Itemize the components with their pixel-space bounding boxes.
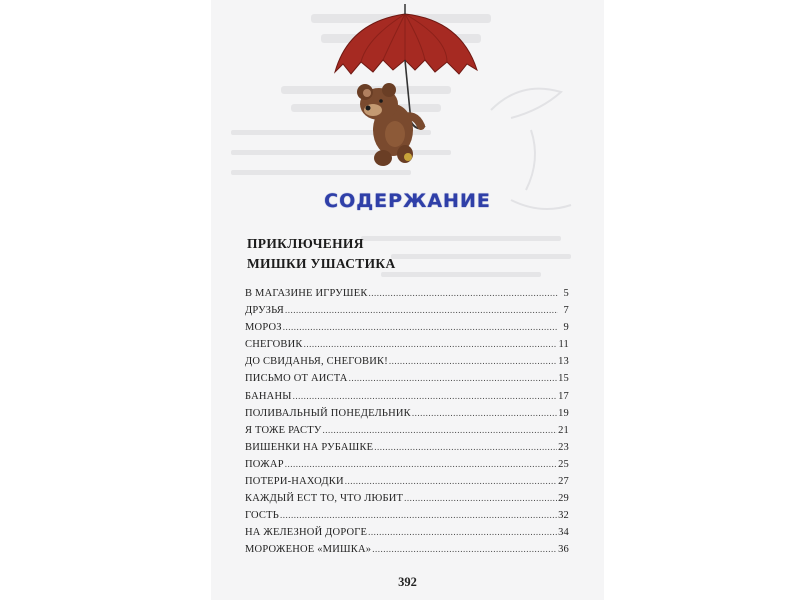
- toc-entry-title: БАНАНЫ: [245, 390, 292, 402]
- dot-leader: [285, 305, 558, 315]
- toc-entry[interactable]: [245, 288, 569, 305]
- toc-entry-page: 32: [558, 510, 569, 522]
- dot-leader: [322, 425, 557, 435]
- section-title-line-2: МИШКИ УШАСТИКА: [247, 256, 396, 271]
- contents-heading: СОДЕРЖАНИЕ: [324, 190, 491, 212]
- dot-leader: [389, 356, 557, 366]
- dot-leader: [293, 391, 558, 401]
- toc-entry-page: 5: [563, 288, 569, 299]
- toc-entry-page: 36: [558, 544, 569, 556]
- toc-entry[interactable]: [245, 459, 569, 476]
- toc-entry-page: 19: [558, 407, 569, 419]
- toc-entry-title: ПИСЬМО ОТ АИСТА: [245, 373, 348, 385]
- toc-entry[interactable]: [245, 476, 569, 493]
- toc-entry-title: МОРОЖЕНОЕ «МИШКА»: [245, 544, 372, 556]
- dot-leader: [345, 476, 557, 486]
- toc-entry-page: 7: [563, 305, 569, 317]
- page-number: 392: [398, 575, 417, 589]
- toc-entry-page: 15: [558, 373, 569, 385]
- toc-entry-page: 34: [558, 527, 569, 539]
- toc-entry-page: 13: [558, 356, 569, 368]
- dot-leader: [368, 527, 557, 537]
- toc-entry-page: 11: [558, 339, 569, 351]
- dot-leader: [349, 373, 558, 383]
- toc-entry[interactable]: [245, 442, 569, 459]
- toc-entry[interactable]: [245, 339, 569, 356]
- toc-entry-title: КАЖДЫЙ ЕСТ ТО, ЧТО ЛЮБИТ: [245, 493, 404, 505]
- toc-entry[interactable]: [245, 544, 569, 561]
- toc-entry-title: ПОЛИВАЛЬНЫЙ ПОНЕДЕЛЬНИК: [245, 407, 411, 419]
- toc-entry-title: Я ТОЖЕ РАСТУ: [245, 424, 322, 436]
- toc-entry[interactable]: [245, 322, 569, 339]
- dot-leader: [283, 322, 558, 332]
- dot-leader: [304, 339, 558, 349]
- toc-entry[interactable]: [245, 373, 569, 390]
- toc-entry-title: ВИШЕНКИ НА РУБАШКЕ: [245, 441, 374, 453]
- toc-entry-page: 9: [563, 322, 569, 334]
- book-page: [211, 0, 604, 600]
- toc-entry-title: ДО СВИДАНЬЯ, СНЕГОВИК!: [245, 356, 388, 368]
- dot-leader: [285, 459, 557, 469]
- toc-entry[interactable]: [245, 408, 569, 425]
- toc-entry-title: В МАГАЗИНЕ ИГРУШЕК: [245, 288, 368, 299]
- toc-entry[interactable]: [245, 527, 569, 544]
- dot-leader: [280, 510, 557, 520]
- bear-with-umbrella-icon: [331, 2, 481, 174]
- table-of-contents: [245, 288, 569, 562]
- toc-entry-page: 17: [558, 390, 569, 402]
- section-title: [247, 234, 396, 274]
- toc-entry[interactable]: [245, 391, 569, 408]
- dot-leader: [369, 288, 558, 298]
- toc-entry-page: 23: [558, 441, 569, 453]
- toc-entry-page: 29: [558, 493, 569, 505]
- toc-entry-title: МОРОЗ: [245, 322, 282, 334]
- dot-leader: [404, 493, 557, 503]
- section-title-line-1: ПРИКЛЮЧЕНИЯ: [247, 236, 364, 251]
- toc-entry-title: ПОЖАР: [245, 458, 284, 470]
- dot-leader: [412, 408, 557, 418]
- toc-entry-page: 25: [558, 458, 569, 470]
- toc-entry-title: СНЕГОВИК: [245, 339, 303, 351]
- toc-entry-title: ГОСТЬ: [245, 510, 279, 522]
- dot-leader: [374, 442, 557, 452]
- toc-entry-title: ДРУЗЬЯ: [245, 305, 284, 317]
- toc-entry[interactable]: [245, 356, 569, 373]
- toc-entry[interactable]: [245, 305, 569, 322]
- toc-entry-title: НА ЖЕЛЕЗНОЙ ДОРОГЕ: [245, 527, 368, 539]
- toc-entry-page: 27: [558, 476, 569, 488]
- dot-leader: [372, 544, 557, 554]
- toc-entry-page: 21: [558, 424, 569, 436]
- toc-entry[interactable]: [245, 510, 569, 527]
- toc-entry[interactable]: [245, 425, 569, 442]
- toc-entry-title: ПОТЕРИ-НАХОДКИ: [245, 476, 344, 488]
- toc-entry[interactable]: [245, 493, 569, 510]
